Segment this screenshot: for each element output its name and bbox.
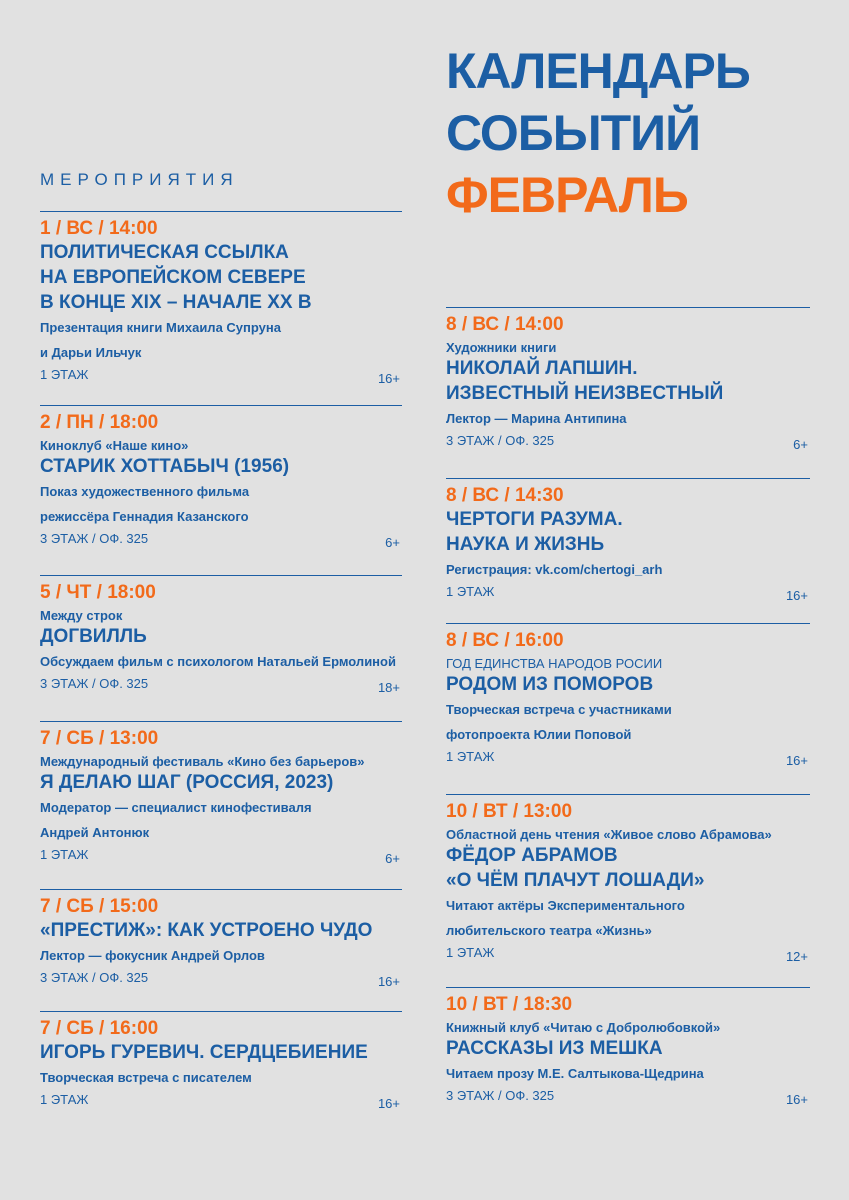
event-meta	[446, 433, 810, 452]
event-date: 10 / ВТ / 18:30	[446, 994, 573, 1015]
event-location: 1 ЭТАЖ	[446, 749, 495, 764]
event-location: 1 ЭТАЖ	[40, 1092, 89, 1107]
event-title	[446, 1036, 810, 1061]
event-title-line: Я ДЕЛАЮ ШАГ (РОССИЯ, 2023)	[40, 772, 334, 793]
event-card	[40, 889, 402, 989]
event-date: 8 / ВС / 16:00	[446, 630, 564, 651]
event-card	[446, 623, 810, 768]
event-title	[40, 240, 402, 315]
event-description-line: Показ художественного фильма	[40, 484, 250, 499]
event-card	[446, 307, 810, 452]
event-title	[40, 918, 402, 943]
event-meta	[446, 749, 810, 768]
event-meta	[40, 970, 402, 989]
event-description-line: и Дарьи Ильчук	[40, 345, 142, 360]
event-description-line: Обсуждаем фильм с психологом Натальей Ермолиной	[40, 654, 396, 669]
event-description-line: режиссёра Геннадия Казанского	[40, 509, 249, 524]
event-description-line: фотопроекта Юлии Поповой	[446, 727, 632, 742]
event-date: 1 / ВС / 14:00	[40, 218, 158, 239]
event-age-rating: 6+	[385, 535, 400, 550]
event-title-line: ПОЛИТИЧЕСКАЯ ССЫЛКА	[40, 242, 289, 263]
event-date: 8 / ВС / 14:30	[446, 485, 564, 506]
event-card	[40, 1011, 402, 1111]
event-meta	[446, 584, 810, 603]
event-series: ГОД ЕДИНСТВА НАРОДОВ РОСИИ	[446, 656, 663, 671]
event-title	[40, 454, 402, 479]
event-date: 10 / ВТ / 13:00	[446, 801, 573, 822]
event-date: 2 / ПН / 18:00	[40, 412, 159, 433]
event-age-rating: 16+	[377, 974, 400, 989]
event-title-line: ИГОРЬ ГУРЕВИЧ. СЕРДЦЕБИЕНИЕ	[40, 1042, 368, 1063]
event-title-line: «О ЧЁМ ПЛАЧУТ ЛОШАДИ»	[446, 870, 705, 891]
event-series: Международный фестиваль «Кино без барьеров»	[40, 754, 365, 769]
event-date: 7 / СБ / 15:00	[40, 896, 159, 917]
event-age-rating: 12+	[785, 949, 808, 964]
event-card	[446, 794, 810, 964]
event-description-line: Творческая встреча с писателем	[40, 1070, 252, 1085]
event-description	[446, 697, 810, 747]
event-age-rating: 16+	[377, 371, 400, 386]
event-description	[40, 943, 402, 968]
event-series: Между строк	[40, 608, 123, 623]
event-description-line: Читаем прозу М.Е. Салтыкова-Щедрина	[446, 1066, 704, 1081]
event-series: Книжный клуб «Читаю с Добролюбовкой»	[446, 1020, 721, 1035]
event-meta	[40, 531, 402, 550]
event-location: 3 ЭТАЖ / ОФ. 325	[446, 1088, 555, 1103]
event-title	[446, 672, 810, 697]
title-month: ФЕВРАЛЬ	[446, 167, 688, 223]
event-description-line: любительского театра «Жизнь»	[446, 923, 652, 938]
event-card	[40, 405, 402, 550]
event-card	[446, 987, 810, 1107]
event-age-rating: 16+	[785, 753, 808, 768]
event-description	[40, 315, 402, 365]
event-title-line: «ПРЕСТИЖ»: КАК УСТРОЕНО ЧУДО	[40, 920, 373, 941]
event-meta	[446, 1088, 810, 1107]
event-card	[40, 211, 402, 386]
event-title	[40, 624, 402, 649]
event-date: 8 / ВС / 14:00	[446, 314, 564, 335]
event-title	[446, 843, 810, 893]
event-description	[40, 795, 402, 845]
event-description-line: Творческая встреча с участниками	[446, 702, 672, 717]
event-title-line: НИКОЛАЙ ЛАПШИН.	[446, 358, 638, 379]
event-age-rating: 16+	[377, 1096, 400, 1111]
event-description	[40, 479, 402, 529]
event-description	[446, 557, 810, 582]
event-title-line: СТАРИК ХОТТАБЫЧ (1956)	[40, 456, 290, 477]
event-series: Киноклуб «Наше кино»	[40, 438, 189, 453]
event-title-line: РОДОМ ИЗ ПОМОРОВ	[446, 674, 654, 695]
event-description	[446, 406, 810, 431]
event-description	[446, 893, 810, 943]
event-title-line: ИЗВЕСТНЫЙ НЕИЗВЕСТНЫЙ	[446, 383, 724, 404]
event-title-line: В КОНЦЕ XIX – НАЧАЛЕ XX В	[40, 292, 312, 313]
event-meta	[40, 1092, 402, 1111]
event-title-line: НАУКА И ЖИЗНЬ	[446, 534, 605, 555]
title-line-events: СОБЫТИЙ	[446, 105, 701, 161]
event-location: 3 ЭТАЖ / ОФ. 325	[40, 970, 149, 985]
event-location: 1 ЭТАЖ	[40, 367, 89, 382]
title-line-calendar: КАЛЕНДАРЬ	[446, 43, 750, 99]
event-title	[446, 507, 810, 557]
event-location: 1 ЭТАЖ	[40, 847, 89, 862]
event-title-line: РАССКАЗЫ ИЗ МЕШКА	[446, 1038, 663, 1059]
event-title-line: ДОГВИЛЛЬ	[40, 626, 147, 647]
event-description-line: Читают актёры Экспериментального	[446, 898, 685, 913]
event-card	[40, 721, 402, 866]
event-title-line: ЧЕРТОГИ РАЗУМА.	[446, 509, 623, 530]
event-title-line: НА ЕВРОПЕЙСКОМ СЕВЕРЕ	[40, 267, 306, 288]
event-date: 7 / СБ / 13:00	[40, 728, 159, 749]
event-description	[40, 1065, 402, 1090]
event-title-line: ФЁДОР АБРАМОВ	[446, 845, 618, 866]
event-age-rating: 6+	[385, 851, 400, 866]
event-series: Художники книги	[446, 340, 557, 355]
calendar-title	[446, 40, 750, 226]
event-age-rating: 18+	[377, 680, 400, 695]
event-title	[40, 1040, 402, 1065]
event-location: 1 ЭТАЖ	[446, 945, 495, 960]
event-description-line: Лектор — Марина Антипина	[446, 411, 627, 426]
event-description	[446, 1061, 810, 1086]
event-description-line: Андрей Антонюк	[40, 825, 150, 840]
event-description-line: Регистрация: vk.com/chertogi_arh	[446, 562, 663, 577]
event-title	[40, 770, 402, 795]
event-card	[40, 575, 402, 695]
event-location: 3 ЭТАЖ / ОФ. 325	[40, 531, 149, 546]
event-description-line: Модератор — специалист кинофестиваля	[40, 800, 312, 815]
section-label-events: МЕРОПРИЯТИЯ	[40, 170, 239, 189]
event-description-line: Лектор — фокусник Андрей Орлов	[40, 948, 265, 963]
event-meta	[40, 367, 402, 386]
event-card	[446, 478, 810, 603]
event-description	[40, 649, 402, 674]
event-description-line: Презентация книги Михаила Супруна	[40, 320, 281, 335]
event-location: 1 ЭТАЖ	[446, 584, 495, 599]
event-meta	[40, 847, 402, 866]
event-date: 5 / ЧТ / 18:00	[40, 582, 156, 603]
event-series: Областной день чтения «Живое слово Абрамова»	[446, 827, 772, 842]
event-location: 3 ЭТАЖ / ОФ. 325	[40, 676, 149, 691]
event-date: 7 / СБ / 16:00	[40, 1018, 159, 1039]
event-meta	[40, 676, 402, 695]
event-meta	[446, 945, 810, 964]
event-title	[446, 356, 810, 406]
event-age-rating: 16+	[785, 588, 808, 603]
event-age-rating: 16+	[785, 1092, 808, 1107]
event-age-rating: 6+	[793, 437, 808, 452]
event-location: 3 ЭТАЖ / ОФ. 325	[446, 433, 555, 448]
